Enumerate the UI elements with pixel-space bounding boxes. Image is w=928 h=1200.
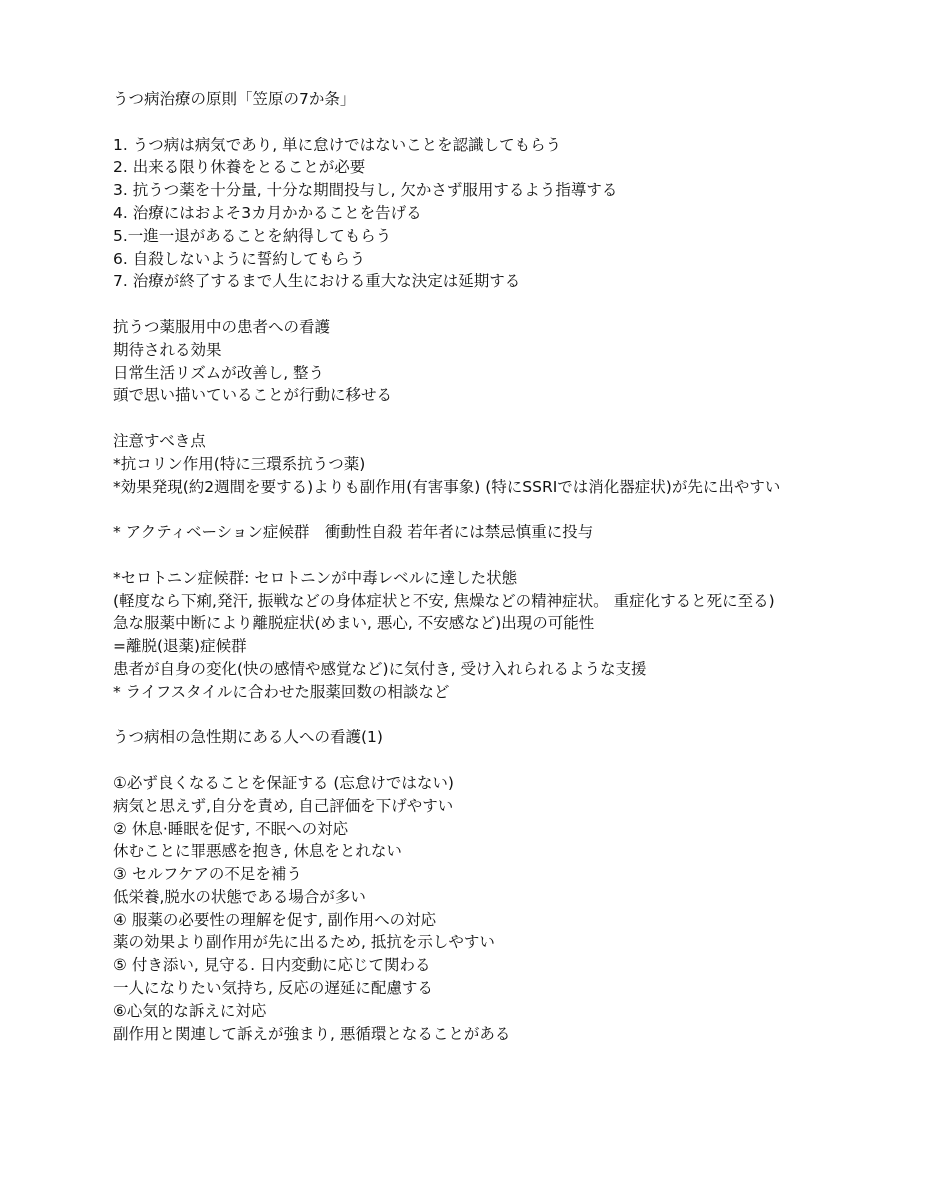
nursing-line: ② 休息·睡眠を促す, 不眠への対応: [113, 819, 349, 838]
section5-line: =離脱(退薬)症候群: [113, 637, 247, 656]
spacer: [113, 293, 825, 316]
principle-item: 1. うつ病は病気であり, 単に怠けではないことを認識してもらう: [113, 135, 562, 154]
document-page: [113, 88, 825, 1045]
spacer: [113, 704, 825, 727]
spacer: [113, 111, 825, 134]
nursing-line: 休むことに罪悪感を抱き, 休息をとれない: [113, 842, 402, 861]
nursing-line: ①必ず良くなることを保証する (忘怠けではない): [113, 773, 454, 792]
section3-line: 注意すべき点: [113, 431, 206, 450]
section4-line: * アクティベーション症候群 衝動性自殺 若年者には禁忌慎重に投与: [113, 523, 594, 542]
principle-item: 6. 自殺しないように誓約してもらう: [113, 249, 366, 268]
section3-line: *抗コリン作用(特に三環系抗うつ薬): [113, 454, 366, 473]
section6-title: うつ病相の急性期にある人への看護(1): [113, 728, 383, 747]
spacer: [113, 407, 825, 430]
nursing-line: ④ 服薬の必要性の理解を促す, 副作用への対応: [113, 910, 437, 929]
section2-line: 期待される効果: [113, 340, 222, 359]
spacer: [113, 749, 825, 772]
principle-item: 2. 出来る限り休養をとることが必要: [113, 158, 366, 177]
section2-line: 頭で思い描いていることが行動に移せる: [113, 386, 393, 405]
principle-item: 4. 治療にはおよそ3カ月かかることを告げる: [113, 203, 422, 222]
principle-item: 7. 治療が終了するまで人生における重大な決定は延期する: [113, 272, 521, 291]
nursing-line: ③ セルフケアの不足を補う: [113, 865, 302, 884]
section1-title: うつ病治療の原則「笠原の7か条」: [113, 90, 356, 108]
nursing-line: 低栄養,脱水の状態である場合が多い: [113, 887, 366, 906]
spacer: [113, 498, 825, 521]
nursing-line: ⑤ 付き添い, 見守る. 日内変動に応じて関わる: [113, 956, 431, 975]
nursing-line: ⑥心気的な訴えに対応: [113, 1001, 267, 1020]
principle-item: 5.一進一退があることを納得してもらう: [113, 226, 392, 245]
section5-line: 患者が自身の変化(快の感情や感覚など)に気付き, 受け入れられるような支援: [113, 659, 647, 678]
section2-line: 日常生活リズムが改善し, 整う: [113, 363, 325, 382]
nursing-line: 一人になりたい気持ち, 反応の遅延に配慮する: [113, 979, 433, 998]
section3-line: *効果発現(約2週間を要する)よりも副作用(有害事象) (特にSSRIでは消化器症状)が先に出やすい: [113, 477, 781, 496]
nursing-line: 薬の効果より副作用が先に出るため, 抵抗を示しやすい: [113, 933, 495, 952]
principle-item: 3. 抗うつ薬を十分量, 十分な期間投与し, 欠かさず服用するよう指導する: [113, 181, 618, 200]
section5-line: 急な服薬中断により離脱症状(めまい, 悪心, 不安感など)出現の可能性: [113, 614, 595, 633]
nursing-line: 副作用と関連して訴えが強まり, 悪循環となることがある: [113, 1024, 511, 1043]
section5-line: * ライフスタイルに合わせた服薬回数の相談など: [113, 682, 450, 701]
section2-line: 抗うつ薬服用中の患者への看護: [113, 317, 331, 336]
spacer: [113, 544, 825, 567]
section5-line: (軽度なら下痢,発汗, 振戦などの身体症状と不安, 焦燥などの精神症状。 重症化すると死に至る): [113, 591, 775, 610]
section5-line: *セロトニン症候群: セロトニンが中毒レベルに達した状態: [113, 568, 518, 587]
nursing-line: 病気と思えず,自分を責め, 自己評価を下げやすい: [113, 796, 454, 815]
